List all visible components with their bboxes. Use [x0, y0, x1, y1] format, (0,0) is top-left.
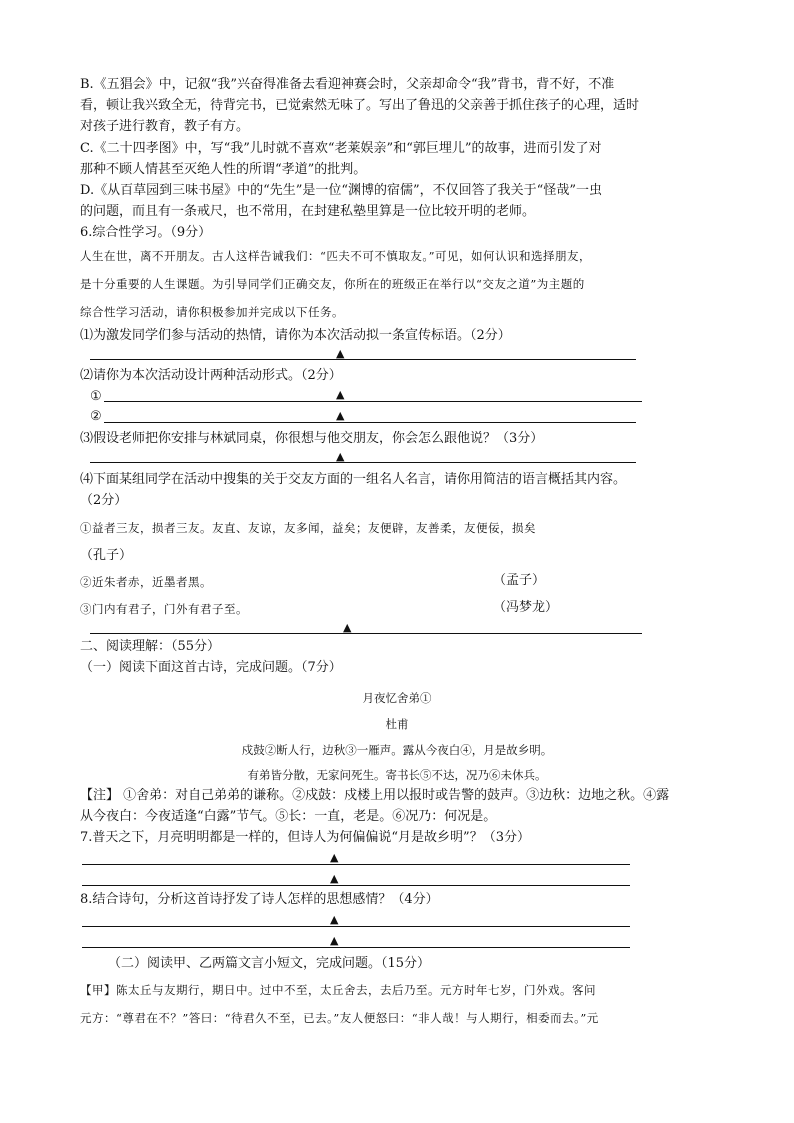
answer-line[interactable]: [82, 926, 630, 927]
quote-2-source: （孟子）: [493, 573, 546, 588]
answer-line[interactable]: [82, 864, 630, 865]
quote-1: ①益者三友，损者三友。友直、友谅，友多闻，益矣；友便辟，友善柔，友便佞，损矣: [80, 521, 536, 535]
answer-marker: ▲: [336, 409, 345, 422]
answer-marker: ▲: [336, 347, 345, 360]
answer-line[interactable]: [104, 422, 636, 423]
poem-title: 月夜忆舍弟①: [362, 691, 432, 705]
poem-note-line1: 【注】 ①舍弟：对自己弟弟的谦称。②戍鼓：戍楼上用以报时或告警的鼓声。③边秋：边地之秋。④露: [80, 788, 670, 803]
answer-line[interactable]: [82, 885, 630, 886]
answer-line[interactable]: [90, 359, 636, 360]
poem-line2: 有弟皆分散，无家问死生。寄书长⑤不达，况乃⑥未休兵。: [247, 768, 547, 782]
q6-part2-item1-label: ①: [90, 389, 102, 404]
poem-line1: 戍鼓②断人行，边秋③一雁声。露从今夜白④，月是故乡明。: [241, 743, 553, 757]
option-b-line3: 对孩子进行教育，教子有方。: [80, 119, 250, 134]
q6-part4-line1: ⑷下面某组同学在活动中搜集的关于交友方面的一组名人名言，请你用简洁的语言概括其内容。: [80, 472, 627, 487]
option-b-line2: 看，顿让我兴致全无，待背完书，已觉索然无味了。写出了鲁迅的父亲善于抓住孩子的心理，适时: [80, 98, 640, 113]
q6-intro-line3: 综合性学习活动，请你积极参加并完成以下任务。: [80, 305, 344, 319]
answer-marker: ▲: [330, 851, 339, 864]
option-c-line2: 那种不顾人情甚至灭绝人性的所谓“孝道”的批判。: [80, 162, 367, 177]
answer-line[interactable]: [82, 947, 630, 948]
answer-marker: ▲: [330, 934, 339, 947]
option-c-line1: C.《二十四孝图》中，写“我”儿时就不喜欢“老莱娱亲”和“郭巨埋儿”的故事，进而引发了对: [80, 141, 602, 156]
answer-marker: ▲: [336, 450, 345, 463]
quote-3-source: （冯梦龙）: [493, 600, 559, 615]
q6-part1: ⑴为激发同学们参与活动的热情，请你为本次活动拟一条宣传标语。（2分）: [80, 328, 511, 343]
question-7: 7.普天之下，月亮明明都是一样的，但诗人为何偏偏说“月是故乡明”？（3分）: [80, 830, 530, 845]
answer-marker: ▲: [330, 872, 339, 885]
q6-intro-line1: 人生在世，离不开朋友。古人这样告诫我们：“匹夫不可不慎取友。”可见，如何认识和选择朋友，: [80, 249, 592, 263]
poem-author: 杜甫: [385, 717, 409, 731]
q6-part3: ⑶假设老师把你安排与林斌同桌，你很想与他交朋友，你会怎么跟他说？（3分）: [80, 431, 544, 446]
quote-3: ③门内有君子，门外有君子至。: [80, 602, 248, 616]
q6-part2-item2-label: ②: [90, 409, 102, 424]
q6-intro-line2: 是十分重要的人生课题。为引导同学们正确交友，你所在的班级正在举行以“交友之道”为主题的: [80, 277, 585, 291]
option-b-line1: B.《五猖会》中，记叙“我”兴奋得准备去看迎神赛会时，父亲却命令“我”背书，背不好，不准: [80, 77, 615, 92]
section2-part2-title: （二）阅读甲、乙两篇文言小短文，完成问题。（15分）: [108, 956, 431, 971]
answer-line[interactable]: [90, 462, 636, 463]
q6-part2: ⑵请你为本次活动设计两种活动形式。（2分）: [80, 368, 342, 383]
answer-marker: ▲: [330, 913, 339, 926]
q6-title: 6.综合性学习。（9分）: [80, 225, 212, 240]
answer-line[interactable]: [90, 633, 642, 634]
section2-part1-title: （一）阅读下面这首古诗，完成问题。（7分）: [80, 660, 342, 675]
question-8: 8.结合诗句，分析这首诗抒发了诗人怎样的思想感情？（4分）: [80, 892, 439, 907]
quote-1-source: （孔子）: [80, 548, 133, 563]
answer-line[interactable]: [104, 401, 642, 402]
option-d-line2: 的问题，而且有一条戒尺，也不常用，在封建私塾里算是一位比较开明的老师。: [80, 204, 536, 219]
answer-marker: ▲: [336, 388, 345, 401]
q6-part4-line2: （2分）: [80, 493, 128, 508]
passage-jia-line2: 元方：“尊君在不？”答曰：“待君久不至，已去。”友人便怒曰：“非人哉！与人期行，相委而去。”元: [80, 1011, 599, 1025]
quote-2: ②近朱者赤，近墨者黑。: [80, 575, 212, 589]
section2-title: 二、阅读理解：（55分）: [80, 639, 221, 654]
option-d-line1: D.《从百草园到三味书屋》中的“先生”是一位“渊博的宿儒”，不仅回答了我关于“怪哉”一虫: [80, 183, 602, 198]
answer-marker: ▲: [343, 621, 352, 634]
passage-jia-line1: 【甲】陈太丘与友期行，期日中。过中不至，太丘舍去，去后乃至。元方时年七岁，门外戏。客问: [80, 983, 596, 997]
poem-note-line2: 从今夜白：今夜适逢“白露”节气。⑤长：一直，老是。⑥况乃：何况是。: [80, 809, 497, 824]
